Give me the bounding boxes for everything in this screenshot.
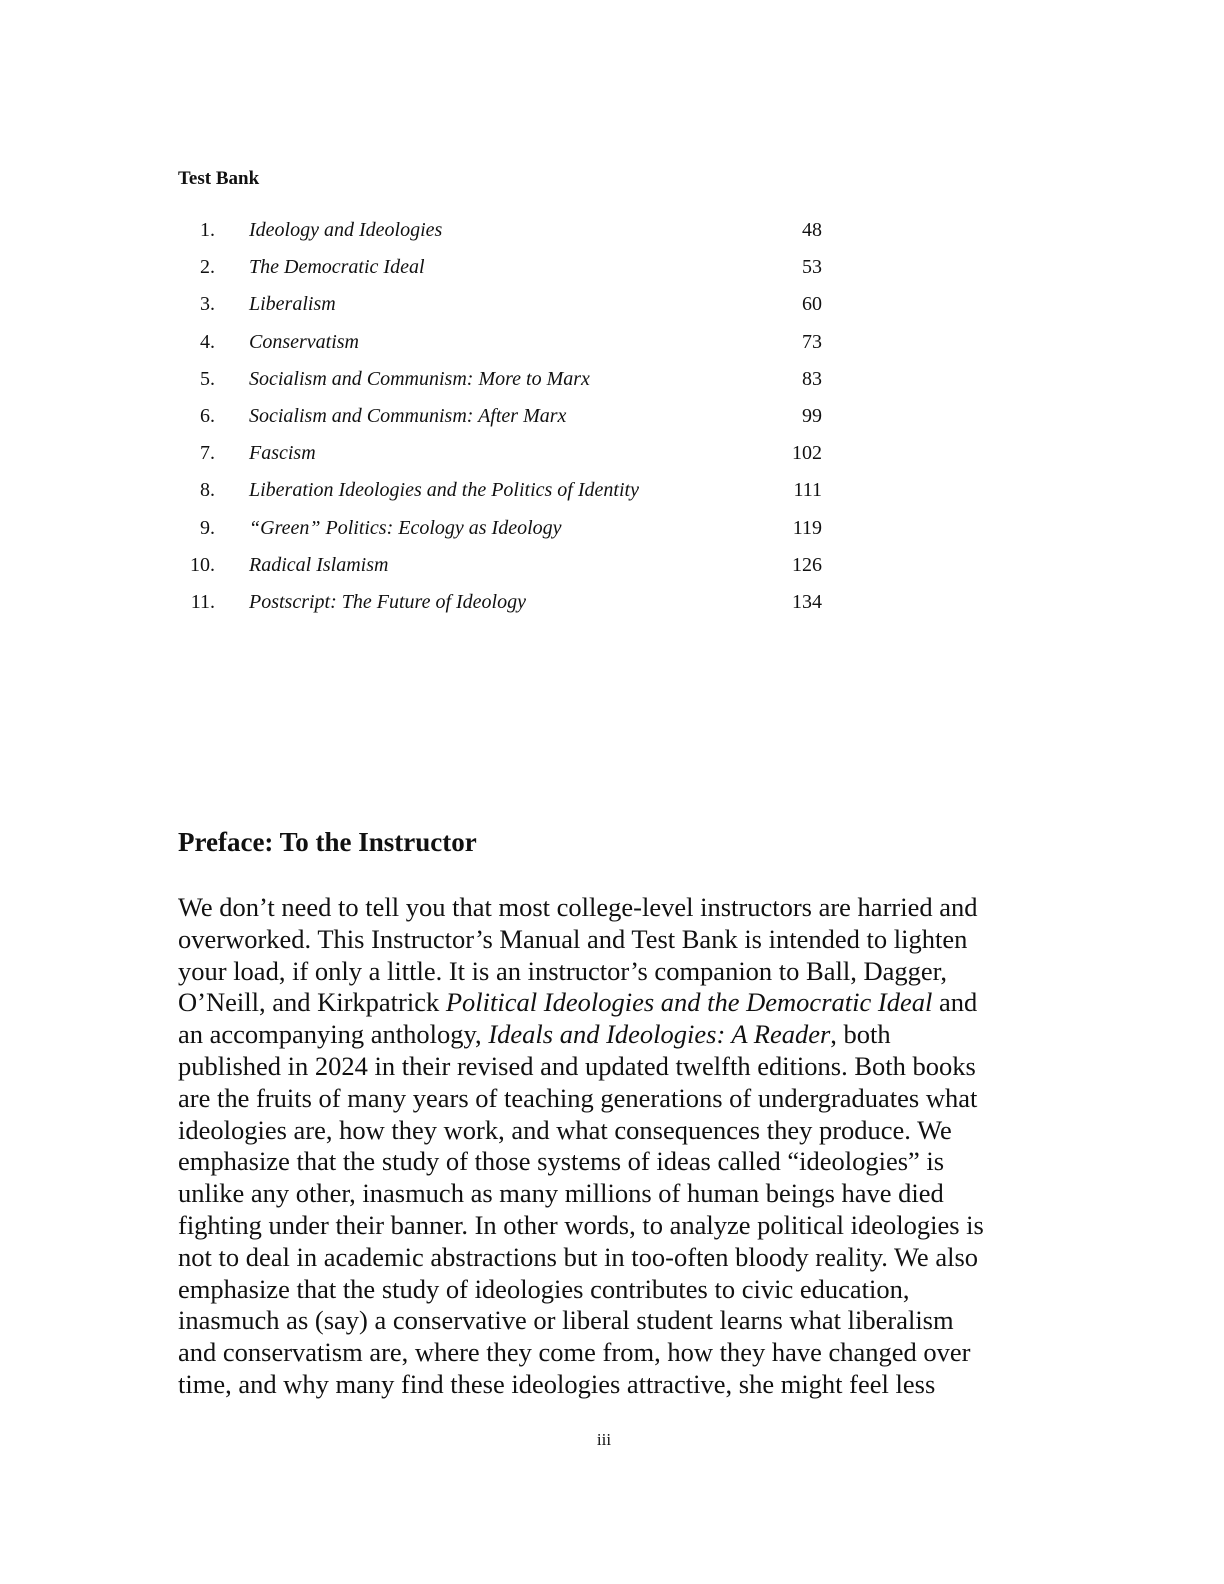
toc-page: 126 bbox=[792, 553, 822, 576]
toc-entry bbox=[178, 512, 828, 549]
toc-number: 7. bbox=[200, 442, 215, 465]
para-line: overworked. This Instructor’s Manual and Test Bank is intended to lighten bbox=[178, 923, 968, 954]
para-line: We don’t need to tell you that most college-level instructors are harried and bbox=[178, 892, 978, 922]
para-line: not to deal in academic abstractions but in too-often bloody reality. We also bbox=[178, 1241, 979, 1272]
toc-page: 83 bbox=[802, 367, 822, 390]
para-line: published in 2024 in their revised and updated twelfth editions. Both books bbox=[178, 1050, 976, 1081]
toc-title: “Green” Politics: Ecology as Ideology bbox=[249, 516, 562, 539]
toc-title: Postscript: The Future of Ideology bbox=[249, 590, 526, 613]
toc-page: 99 bbox=[802, 404, 822, 427]
book-title: Political Ideologies and the Democratic Ideal bbox=[445, 987, 933, 1018]
toc-entry bbox=[178, 400, 828, 437]
toc-title: Radical Islamism bbox=[249, 553, 389, 576]
para-line: ideologies are, how they work, and what consequences they produce. We bbox=[178, 1114, 952, 1145]
toc-title: Liberalism bbox=[249, 293, 336, 316]
toc-number: 1. bbox=[200, 219, 215, 241]
test-bank-heading: Test Bank bbox=[178, 168, 260, 189]
toc-page: 111 bbox=[793, 479, 822, 502]
para-line: unlike any other, inasmuch as many millions of human beings have died bbox=[178, 1178, 944, 1209]
page-number: iii bbox=[596, 1430, 612, 1449]
para-line: inasmuch as (say) a conservative or liberal student learns what liberalism bbox=[178, 1305, 954, 1336]
toc-entry bbox=[178, 363, 828, 400]
toc-number: 2. bbox=[200, 256, 215, 279]
para-line bbox=[178, 1019, 1058, 1051]
para-line: emphasize that the study of those systems of ideas called “ideologies” is bbox=[178, 1146, 945, 1177]
toc-number: 6. bbox=[200, 404, 215, 427]
toc-title: Conservatism bbox=[249, 330, 359, 353]
para-line bbox=[178, 987, 1058, 1019]
toc-title: The Democratic Ideal bbox=[249, 256, 425, 279]
toc-entry bbox=[178, 214, 828, 251]
toc-title: Liberation Ideologies and the Politics of Identity bbox=[249, 479, 639, 502]
text: and bbox=[932, 987, 978, 1018]
toc-page: 60 bbox=[802, 293, 822, 316]
preface-heading: Preface: To the Instructor bbox=[178, 827, 477, 857]
toc-entry bbox=[178, 437, 828, 474]
text: O’Neill, and Kirkpatrick bbox=[178, 987, 446, 1018]
toc-title: Fascism bbox=[249, 442, 316, 465]
para-line: your load, if only a little. It is an instructor’s companion to Ball, Dagger, bbox=[178, 955, 948, 986]
book-title: Ideals and Ideologies: A Reader bbox=[488, 1019, 831, 1050]
toc-title: Socialism and Communism: More to Marx bbox=[249, 367, 590, 390]
toc-title: Ideology and Ideologies bbox=[249, 219, 443, 241]
toc-number: 5. bbox=[200, 367, 215, 390]
text: , both bbox=[830, 1019, 891, 1050]
toc-entry bbox=[178, 586, 828, 623]
toc-entry bbox=[178, 288, 828, 325]
toc-entry bbox=[178, 549, 828, 586]
toc-entry bbox=[178, 251, 828, 288]
para-line: emphasize that the study of ideologies contributes to civic education, bbox=[178, 1273, 910, 1304]
toc-page: 102 bbox=[792, 442, 822, 465]
toc-page: 119 bbox=[792, 516, 822, 539]
toc-number: 3. bbox=[200, 293, 215, 316]
para-line: and conservatism are, where they come from, how they have changed over bbox=[178, 1337, 971, 1368]
toc-entry bbox=[178, 326, 828, 363]
text: an accompanying anthology, bbox=[178, 1019, 489, 1050]
toc-page: 48 bbox=[802, 219, 822, 241]
para-line: fighting under their banner. In other words, to analyze political ideologies is bbox=[178, 1209, 984, 1240]
test-bank-toc bbox=[178, 214, 828, 623]
toc-number: 8. bbox=[200, 479, 215, 502]
toc-number: 9. bbox=[200, 516, 215, 539]
toc-title: Socialism and Communism: After Marx bbox=[249, 404, 567, 427]
toc-number: 11. bbox=[190, 590, 215, 613]
toc-page: 53 bbox=[802, 256, 822, 279]
toc-page: 134 bbox=[792, 590, 822, 613]
para-line: time, and why many find these ideologies attractive, she might feel less bbox=[178, 1368, 936, 1399]
toc-number: 10. bbox=[190, 553, 215, 576]
toc-page: 73 bbox=[802, 330, 822, 353]
para-line: are the fruits of many years of teaching generations of undergraduates what bbox=[178, 1082, 978, 1113]
toc-number: 4. bbox=[200, 330, 215, 353]
preface-paragraph bbox=[178, 892, 1058, 1401]
toc-entry bbox=[178, 474, 828, 511]
